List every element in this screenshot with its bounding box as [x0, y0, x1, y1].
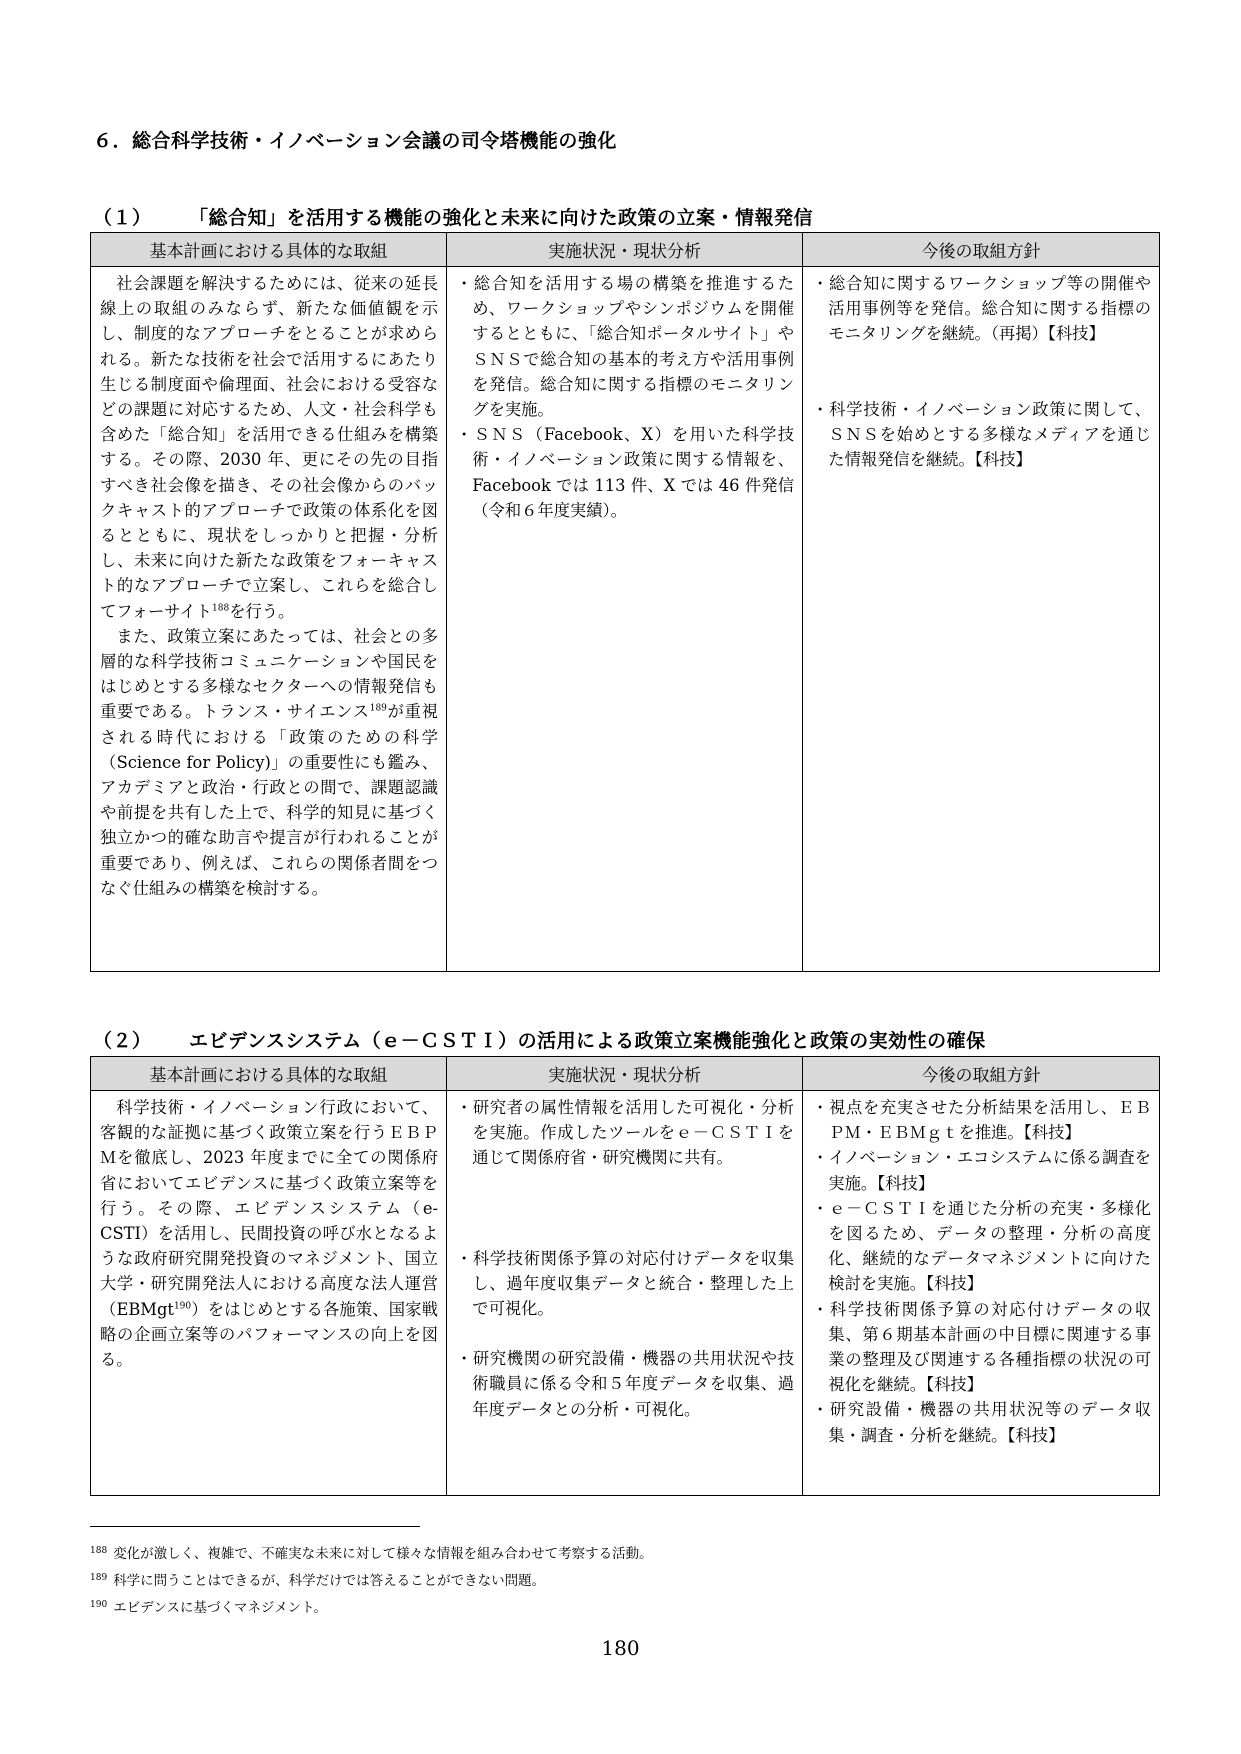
status-analysis-cell	[447, 267, 803, 972]
footnote	[90, 1542, 653, 1562]
column-header: 今後の取組方針	[803, 1057, 1160, 1091]
policy-table-1	[90, 232, 1160, 972]
column-header: 実施状況・現状分析	[447, 1057, 803, 1091]
subsection-heading-2	[93, 1026, 986, 1053]
future-policy-cell	[803, 267, 1160, 972]
subsection-title: 「総合知」を活用する機能の強化と未来に向けた政策の立案・情報発信	[189, 207, 814, 229]
status-analysis-cell	[447, 1091, 803, 1496]
subsection-title: エビデンスシステム（ｅ－ＣＳＴＩ）の活用による政策立案機能強化と政策の実効性の確保	[189, 1030, 986, 1052]
footnote	[90, 1569, 545, 1589]
footnote-text: エビデンスに基づくマネジメント。	[113, 1600, 327, 1616]
table-header-row	[91, 1057, 1160, 1091]
bullet-item: ・ｅ－ＣＳＴＩを通じた分析の充実・多様化を図るため、データの整理・分析の高度化、継続的なデータマネジメントに向けた検討を実施。【科技】	[812, 1198, 1151, 1294]
bullet-item: ・研究者の属性情報を活用した可視化・分析を実施。作成したツールをｅ－ＣＳＴＩを通じて関係府省・研究機関に共有。	[456, 1098, 794, 1168]
bullet-item: ・科学技術関係予算の対応付けデータを収集し、過年度収集データと統合・整理した上で可視化。	[456, 1248, 794, 1319]
subsection-number: （１）	[93, 207, 152, 229]
column-header: 基本計画における具体的な取組	[91, 1057, 447, 1091]
table-header-row	[91, 233, 1160, 267]
subsection-heading-1	[93, 203, 813, 230]
footnote-number: 190	[90, 1599, 108, 1610]
bullet-item: ・科学技術・イノベーション政策に関して、ＳＮＳを始めとする多様なメディアを通じた情報発信を継続。【科技】	[812, 399, 1151, 470]
footnote-divider	[90, 1526, 420, 1527]
bullet-item: ・総合知に関するワークショップ等の開催や活用事例等を発信。総合知に関する指標のモニタリングを継続。（再掲）【科技】	[812, 274, 1151, 344]
future-policy-cell	[803, 1091, 1160, 1496]
footnote-text: 科学に問うことはできるが、科学だけでは答えることができない問題。	[113, 1573, 546, 1589]
column-header: 実施状況・現状分析	[447, 233, 803, 267]
footnote-ref: 190	[173, 1301, 192, 1312]
bullet-item: ・総合知を活用する場の構築を推進するため、ワークショップやシンポジウムを開催するとともに、「総合知ポータルサイト」やＳＮＳで総合知の基本的考え方や活用事例を発信。総合知に関する指標のモニタリングを実施。	[456, 274, 794, 420]
bullet-item: ・イノベーション・エコシステムに係る調査を実施。【科技】	[812, 1148, 1151, 1193]
footnote-number: 189	[90, 1572, 108, 1583]
bullet-item: ・研究機関の研究設備・機器の共用状況や技術職員に係る令和５年度データを収集、過年度データとの分析・可視化。	[456, 1349, 794, 1419]
section-title: ６．総合科学技術・イノベーション会議の司令塔機能の強化	[93, 130, 617, 152]
subsection-number: （２）	[93, 1030, 152, 1052]
bullet-item: ・科学技術関係予算の対応付けデータの収集、第６期基本計画の中目標に関連する事業の整理及び関連する各種指標の状況の可視化を継続。【科技】	[812, 1299, 1151, 1395]
plan-initiatives-cell	[91, 267, 447, 972]
policy-table-2	[90, 1056, 1160, 1496]
column-header: 基本計画における具体的な取組	[91, 233, 447, 267]
footnote-ref: 188	[212, 603, 230, 614]
table-row	[91, 1091, 1160, 1496]
page-number: 180	[601, 1636, 640, 1660]
footnote-ref: 189	[369, 704, 387, 715]
plan-paragraph: 科学技術・イノベーション行政において、客観的な証拠に基づく政策立案を行うＥＢＰＭを徹底し、2023 年度までに全ての関係府省においてエビデンスに基づく政策立案等を行う。その際、エビデンスシステム（e-CSTI）を活用し、民間投資の呼び水となるような政府研究開発投資のマネジメント、国立大学・研究開発法人における高度な法人運営（EBMgt$^{190}$）をはじめとする各施策、国家戦略の企画立案等のパフォーマンスの向上を図る。	[100, 1098, 438, 1370]
plan-initiatives-cell	[91, 1091, 447, 1496]
bullet-item: ・ＳＮＳ（Facebook、X）を用いた科学技術・イノベーション政策に関する情報を、Facebook では 113 件、X では 46 件発信（令和６年度実績）。	[456, 425, 794, 520]
footnote	[90, 1596, 327, 1616]
footnote-number: 188	[90, 1545, 108, 1556]
footnote-text: 変化が激しく、複雑で、不確実な未来に対して様々な情報を組み合わせて考察する活動。	[113, 1546, 653, 1562]
bullet-item: ・視点を充実させた分析結果を活用し、ＥＢＰＭ・ＥＢＭｇｔを推進。【科技】	[812, 1098, 1151, 1143]
table-row	[91, 267, 1160, 972]
plan-paragraph: 社会課題を解決するためには、従来の延長線上の取組のみならず、新たな価値観を示し、制度的なアプローチをとることが求められる。新たな技術を社会で活用するにあたり生じる制度面や倫理面、社会における受容などの課題に対応するため、人文・社会科学も含めた「総合知」を活用できる仕組みを構築する。その際、2030 年、更にその先の目指すべき社会像を描き、その社会像からのバックキャスト的アプローチで政策の体系化を図るとともに、現状をしっかりと把握・分析し、未来に向けた新たな政策をフォーキャスト的なアプローチで立案し、これらを総合してフォーサイト$^{188}$を行う。	[100, 274, 438, 621]
bullet-item: ・研究設備・機器の共用状況等のデータ収集・調査・分析を継続。【科技】	[812, 1400, 1151, 1445]
column-header: 今後の取組方針	[803, 233, 1160, 267]
plan-paragraph: また、政策立案にあたっては、社会との多層的な科学技術コミュニケーションや国民をはじめとする多様なセクターへの情報発信も重要である。トランス・サイエンス$^{189}$が重視される時代における「政策のための科学（Science for Policy)」の重要性にも鑑み、アカデミアと政治・行政との間で、課題認識や前提を共有した上で、科学的知見に基づく独立かつ的確な助言や提言が行われることが重要であり、例えば、これらの関係者間をつなぐ仕組みの構築を検討する。	[100, 626, 438, 898]
